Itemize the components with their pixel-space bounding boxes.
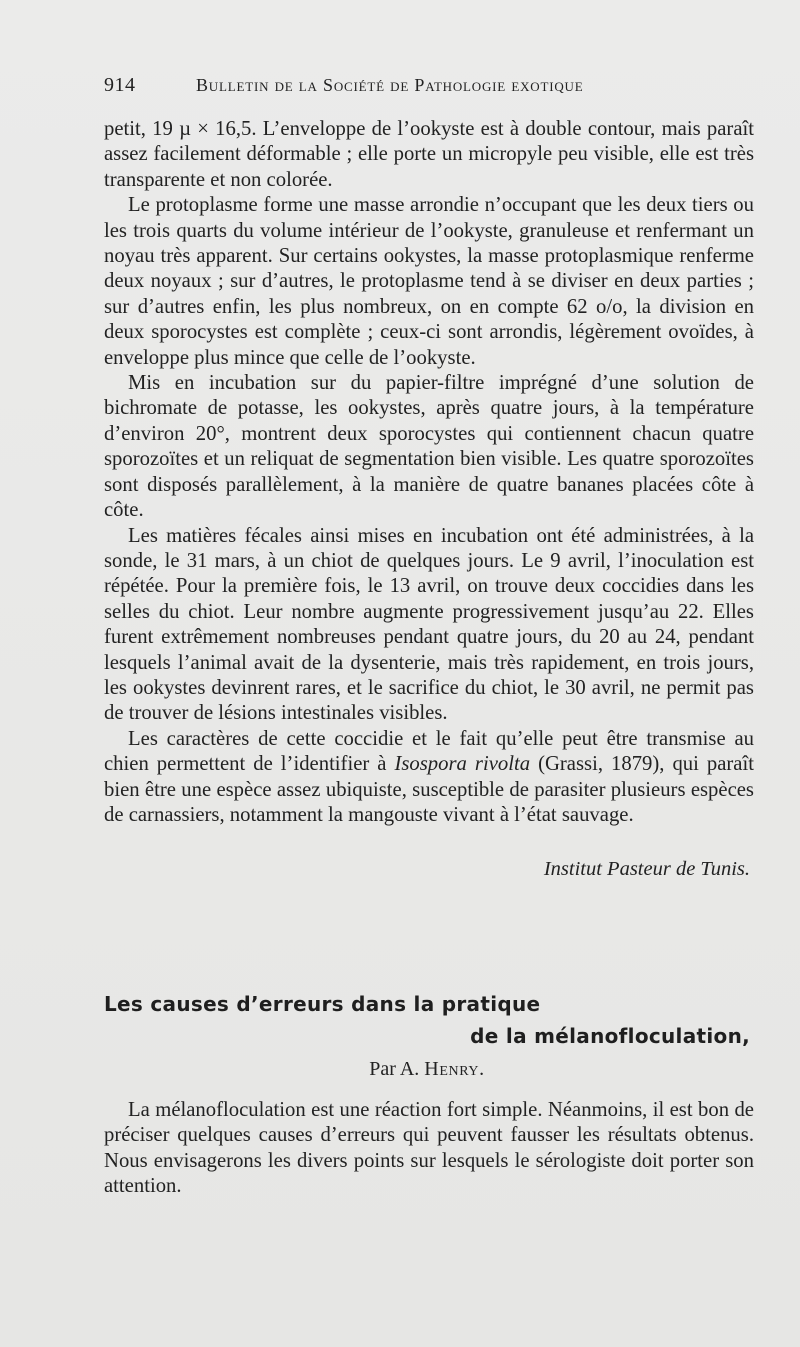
article-title-line2: de la mélanofloculation, [470,1024,750,1048]
article2-body [104,1098,754,1200]
paragraph-conclusion [104,727,754,829]
article-title-line1: Les causes d’erreurs dans la pratique [104,992,541,1016]
paragraph: Les matières fécales ainsi mises en incubation ont été administrées, à la sonde, le 31 mars, à un chiot de quelques jours. Le 9 avril, l’inoculation est répétée. Pour la première fois, le 13 avril, on trouve deux coccidies dans les selles du chiot. Leur nombre augmente progressivement jusqu’au 22. Elles furent extrêmement nombreuses pendant quatre jours, du 20 au 24, pendant lesquels l’animal avait de la dysenterie, mais très rapidement, en trois jours, les ookystes devinrent rares, et le sacrifice du chiot, le 30 avril, ne permit pas de trouver de lésions intestinales visibles. [104,524,754,725]
paragraph: Mis en incubation sur du papier-filtre imprégné d’une solution de bichromate de potasse, les ookystes, après quatre jours, à la température d’environ 20°, montrent deux sporocystes qui contiennent chacun quatre sporozoïtes et un reliquat de segmentation bien visible. Les quatre sporozoïtes sont disposés parallèlement, à la manière de quatre bananes placées côte à côte. [104,372,754,522]
paragraph: La mélanofloculation est une réaction fort simple. Néanmoins, il est bon de préciser quelques causes d’erreurs qui peuvent fausser les résultats obtenus. Nous envisagerons les divers points sur lesquels le sérologiste doit porter son attention. [104,1099,754,1198]
author-name: Henry. [424,1058,485,1080]
text-run: Les caractères de cette coccidie et le fait qu’elle peut être transmise au chien permettent de l’identifier à [104,727,754,776]
article1-body [104,117,754,828]
institution-signature: Institut Pasteur de Tunis. [543,858,750,880]
author-line [104,1058,750,1081]
author-prefix: Par A. [369,1058,425,1080]
paragraph: petit, 19 µ × 16,5. L’enveloppe de l’ookyste est à double contour, mais paraît assez facilement déformable ; elle porte un micropyle peu visible, elle est très transparente et non colorée. [104,118,754,191]
article-title [104,988,750,1052]
running-title: Bulletin de la Société de Pathologie exotique [196,75,584,95]
species-name: Isospora rivolta [394,753,531,776]
page-number: 914 [104,74,136,96]
paragraph: Le protoplasme forme une masse arrondie n’occupant que les deux tiers ou les trois quarts du volume intérieur de l’ookyste, granuleuse et renfermant un noyau très apparent. Sur certains ookystes, la masse protoplasmique renferme deux noyaux ; sur d’autres, le protoplasme tend à se diviser en deux parties ; sur d’autres enfin, les plus nombreux, on en compte 62 o/o, la division en deux sporocystes est complète ; ceux-ci sont arrondis, légèrement ovoïdes, à enveloppe plus mince que celle de l’ookyste. [104,194,754,369]
running-header [104,74,754,97]
text-run: (Grassi, 1879), qui paraît bien être une espèce assez ubiquiste, susceptible de parasiter plusieurs espèces de carnassiers, notamment la mangouste vivant à l’état sauvage. [104,753,754,826]
